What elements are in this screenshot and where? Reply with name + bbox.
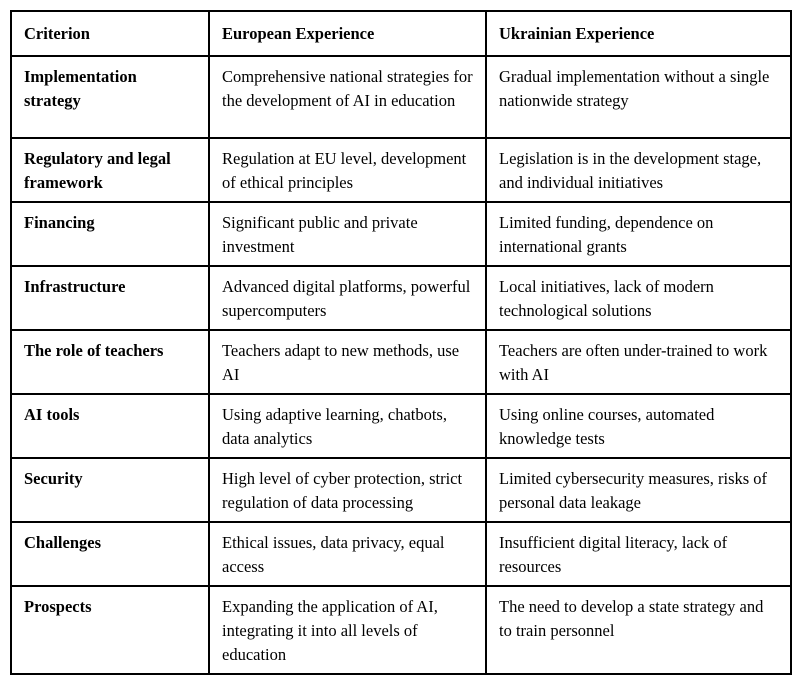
cell-european: Teachers adapt to new methods, use AI [209, 330, 486, 394]
header-cell-criterion: Criterion [11, 11, 209, 56]
table-row [11, 330, 791, 394]
cell-european: Expanding the application of AI, integrating it into all levels of education [209, 586, 486, 674]
cell-ukrainian: Limited funding, dependence on international grants [486, 202, 791, 266]
cell-european: Significant public and private investment [209, 202, 486, 266]
cell-ukrainian: Local initiatives, lack of modern technological solutions [486, 266, 791, 330]
cell-european: Using adaptive learning, chatbots, data analytics [209, 394, 486, 458]
table-row [11, 458, 791, 522]
table-row [11, 586, 791, 674]
row-criterion: Implementation strategy [11, 56, 209, 138]
row-criterion: AI tools [11, 394, 209, 458]
cell-ukrainian: Using online courses, automated knowledge tests [486, 394, 791, 458]
cell-ukrainian: Gradual implementation without a single nationwide strategy [486, 56, 791, 138]
cell-ukrainian: Legislation is in the development stage, and individual initiatives [486, 138, 791, 202]
header-row [11, 11, 791, 56]
table-row [11, 202, 791, 266]
row-criterion: The role of teachers [11, 330, 209, 394]
row-criterion: Regulatory and legal framework [11, 138, 209, 202]
comparison-table [10, 10, 792, 675]
cell-european: High level of cyber protection, strict regulation of data processing [209, 458, 486, 522]
table-row [11, 522, 791, 586]
cell-european: Comprehensive national strategies for the development of AI in education [209, 56, 486, 138]
header-cell-ukrainian: Ukrainian Experience [486, 11, 791, 56]
row-criterion: Challenges [11, 522, 209, 586]
cell-european: Advanced digital platforms, powerful supercomputers [209, 266, 486, 330]
row-criterion: Security [11, 458, 209, 522]
table-row [11, 394, 791, 458]
comparison-table-container [10, 10, 792, 675]
table-row [11, 138, 791, 202]
table-row [11, 266, 791, 330]
table-row [11, 56, 791, 138]
cell-ukrainian: Insufficient digital literacy, lack of resources [486, 522, 791, 586]
row-criterion: Financing [11, 202, 209, 266]
row-criterion: Prospects [11, 586, 209, 674]
cell-ukrainian: Teachers are often under-trained to work with AI [486, 330, 791, 394]
row-criterion: Infrastructure [11, 266, 209, 330]
cell-european: Regulation at EU level, development of ethical principles [209, 138, 486, 202]
cell-ukrainian: Limited cybersecurity measures, risks of personal data leakage [486, 458, 791, 522]
cell-ukrainian: The need to develop a state strategy and to train personnel [486, 586, 791, 674]
cell-european: Ethical issues, data privacy, equal access [209, 522, 486, 586]
header-cell-european: European Experience [209, 11, 486, 56]
